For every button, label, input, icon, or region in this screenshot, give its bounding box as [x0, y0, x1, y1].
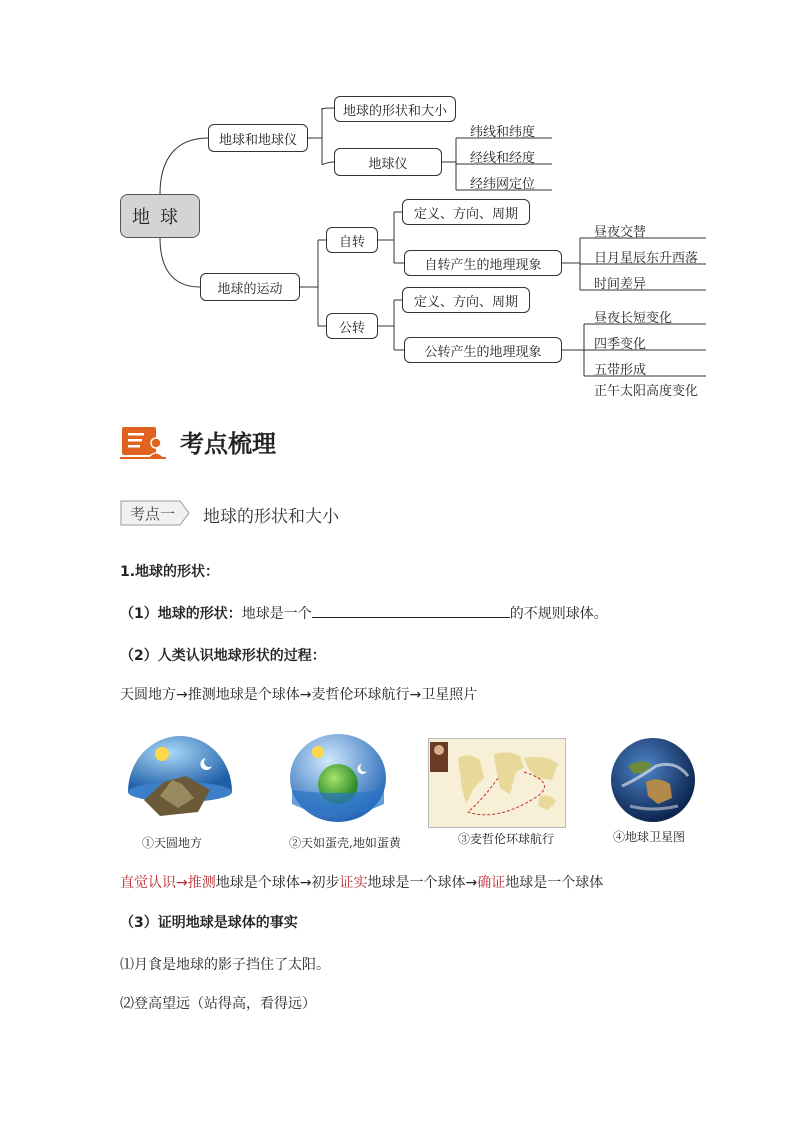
- question-1-label: （1）地球的形状：: [120, 606, 242, 622]
- satellite-earth-image: [606, 736, 700, 824]
- kp-tag-label: 考点一: [130, 505, 176, 523]
- question-1: [120, 603, 608, 623]
- node-revolution: 公转: [326, 313, 378, 339]
- leaf-day-length: 昼夜长短变化: [594, 311, 673, 326]
- node-revolution-def: 定义、方向、周期: [402, 287, 530, 313]
- caption-4: ④地球卫星图: [613, 830, 686, 844]
- fact-lunar-eclipse: ⑴月食是地球的影子挡住了太阳。: [120, 957, 330, 973]
- answer-blank[interactable]: [312, 603, 510, 618]
- leaf-four-seasons: 四季变化: [594, 337, 647, 352]
- chain-confirm: 确证: [477, 875, 506, 891]
- chain-speculate: 推测: [187, 875, 216, 891]
- heading-earth-shape: 1.地球的形状：: [120, 564, 220, 580]
- eggshell-earth-image: [288, 734, 388, 824]
- leaf-noon-sun-height: 正午太阳高度变化: [594, 384, 699, 399]
- section-title: 考点梳理: [180, 429, 276, 458]
- question-1-text-a: 地球是一个: [241, 606, 312, 622]
- chain-text-1: 地球是个球体→初步: [215, 875, 340, 891]
- question-1-text-b: 的不规则球体。: [509, 606, 608, 622]
- chain-intuition: 直觉认识: [120, 875, 176, 891]
- magellan-voyage-map: [428, 738, 566, 828]
- leaf-time-difference: 时间差异: [594, 277, 647, 292]
- mindmap-root: 地球: [120, 194, 200, 238]
- caption-3: ③麦哲伦环球航行: [458, 832, 555, 846]
- question-2: （2）人类认识地球形状的过程：: [120, 648, 326, 664]
- chain-text-2: 地球是一个球体→: [367, 875, 478, 891]
- cognition-process: 天圆地方→推测地球是个球体→麦哲伦环球航行→卫星照片: [120, 687, 478, 703]
- cognition-chain: [120, 872, 603, 892]
- question-3: （3）证明地球是球体的事实: [120, 915, 298, 931]
- chain-verify: 证实: [339, 875, 368, 891]
- node-globe: 地球仪: [334, 148, 442, 176]
- caption-2: ②天如蛋壳,地如蛋黄: [289, 836, 401, 850]
- node-rotation: 自转: [326, 227, 378, 253]
- node-rotation-phenomena: 自转产生的地理现象: [404, 250, 562, 276]
- node-earth-motion: 地球的运动: [200, 273, 300, 301]
- kp-title: 地球的形状和大小: [203, 507, 339, 527]
- leaf-five-zones: 五带形成: [594, 363, 647, 378]
- leaf-sun-rise-set: 日月星辰东升西落: [594, 251, 699, 266]
- study-notes-icon: [120, 424, 168, 460]
- caption-1: ①天圆地方: [142, 836, 203, 850]
- chain-text-3: 地球是一个球体: [505, 875, 604, 891]
- fact-look-far: ⑵登高望远（站得高，看得远）: [120, 996, 316, 1012]
- leaf-grid-positioning: 经纬网定位: [470, 177, 536, 192]
- chain-arrow: →: [176, 875, 188, 891]
- dome-earth-image: [124, 730, 236, 830]
- leaf-day-night: 昼夜交替: [594, 225, 647, 240]
- node-rotation-def: 定义、方向、周期: [402, 199, 530, 225]
- node-revolution-phenomena: 公转产生的地理现象: [404, 337, 562, 363]
- node-earth-and-globe: 地球和地球仪: [208, 124, 308, 152]
- leaf-latitude: 纬线和纬度: [470, 125, 536, 140]
- leaf-longitude: 经线和经度: [470, 151, 536, 166]
- node-earth-shape-size: 地球的形状和大小: [334, 96, 456, 122]
